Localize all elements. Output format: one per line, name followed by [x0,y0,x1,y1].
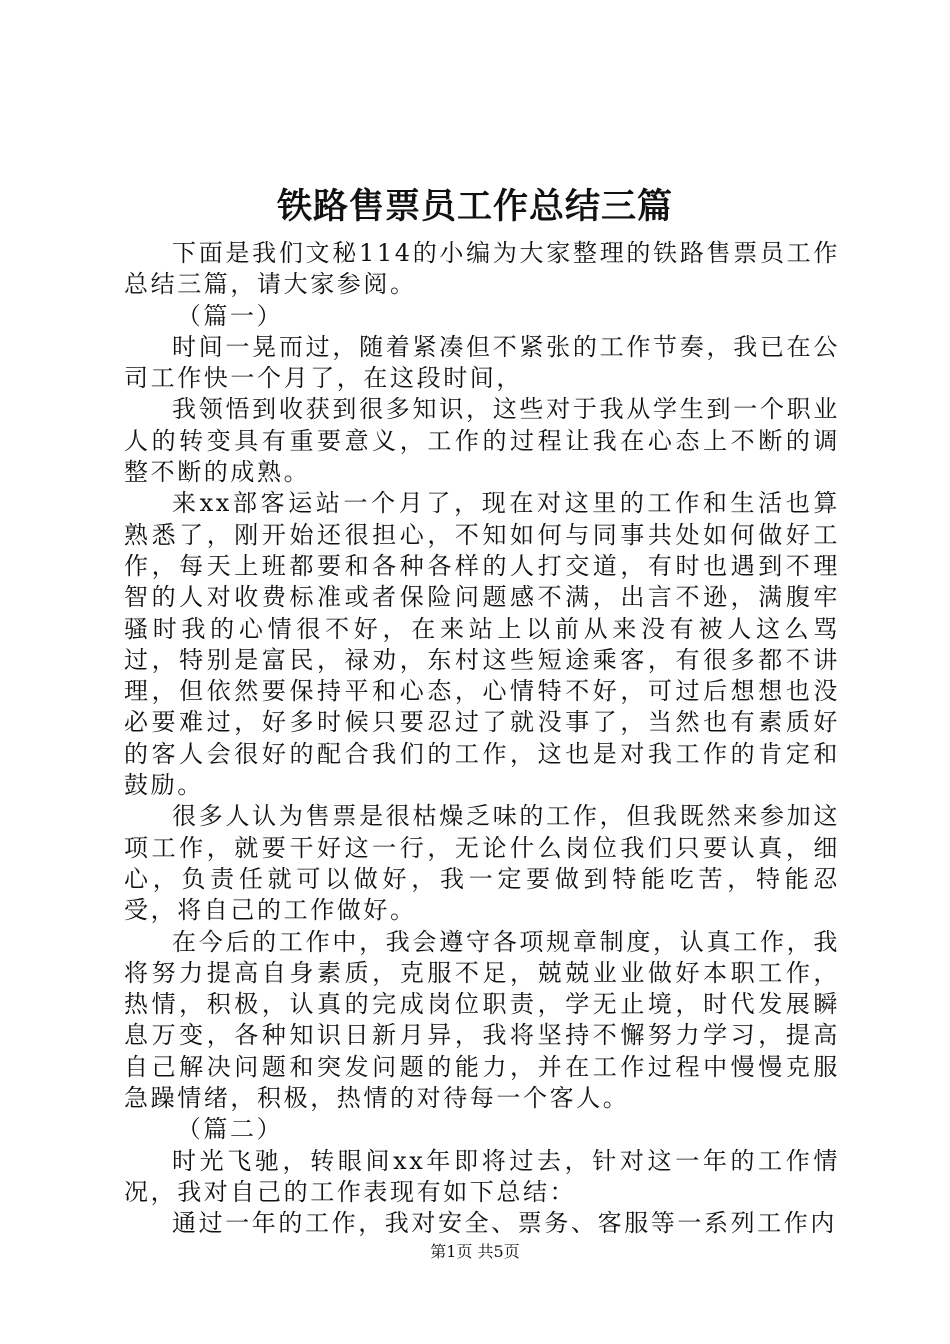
paragraph-intro: 下面是我们文秘114的小编为大家整理的铁路售票员工作总结三篇，请大家参阅。 [124,239,840,299]
paragraph: 很多人认为售票是很枯燥乏味的工作，但我既然来参加这项工作，就要干好这一行，无论什么岗位我们只要认真，细心，负责任就可以做好，我一定要做到特能吃苦，特能忍受，将自己的工作做好。 [124,802,840,925]
paragraph: 我领悟到收获到很多知识，这些对于我从学生到一个职业人的转变具有重要意义，工作的过程让我在心态上不断的调整不断的成熟。 [124,395,840,487]
paragraph: 时光飞驰，转眼间xx年即将过去，针对这一年的工作情况，我对自己的工作表现有如下总结： [124,1146,840,1206]
paragraph: 时间一晃而过，随着紧凑但不紧张的工作节奏，我已在公司工作快一个月了，在这段时间， [124,332,840,393]
section-heading-2: （篇二） [176,1115,284,1144]
section-heading-1: （篇一） [176,301,284,330]
page-number-footer: 第1页 共5页 [430,1242,520,1261]
document-title: 铁路售票员工作总结三篇 [276,186,673,227]
paragraph: 来xx部客运站一个月了，现在对这里的工作和生活也算熟悉了，刚开始还很担心，不知如何与同事共处如何做好工作，每天上班都要和各种各样的人打交道，有时也遇到不理智的人对收费标准或者保险问题感不满，出言不逊，满腹牢骚时我的心情很不好，在来站上以前从来没有被人这么骂过，特别是富民，禄劝，东村这些短途乘客，有很多都不讲理，但依然要保持平和心态，心情特不好，可过后想想也没必要难过，好多时候只要忍过了就没事了，当然也有素质好的客人会很好的配合我们的工作，这也是对我工作的肯定和鼓励。 [124,489,840,800]
document-body [124,238,840,1240]
paragraph: 在今后的工作中，我会遵守各项规章制度，认真工作，我将努力提高自身素质，克服不足，兢兢业业做好本职工作，热情，积极，认真的完成岗位职责，学无止境，时代发展瞬息万变，各种知识日新月异，我将坚持不懈努力学习，提高自己解决问题和突发问题的能力，并在工作过程中慢慢克服急躁情绪，积极，热情的对待每一个客人。 [124,927,840,1113]
paragraph: 通过一年的工作，我对安全、票务、客服等一系列工作内 [172,1209,837,1238]
